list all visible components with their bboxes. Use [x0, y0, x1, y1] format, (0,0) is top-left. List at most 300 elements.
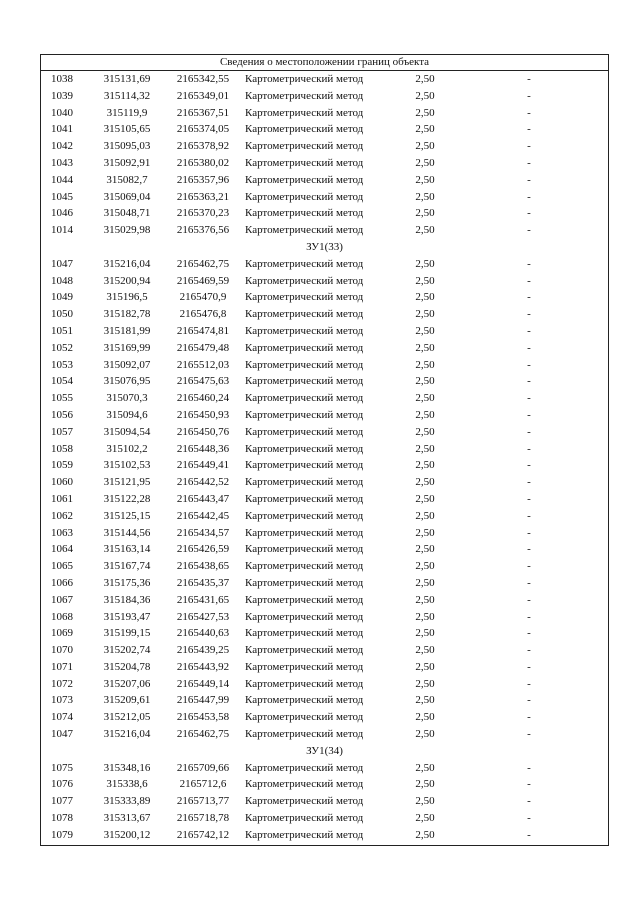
point-number: 1014 — [51, 224, 73, 237]
accuracy: 2,50 — [415, 106, 435, 119]
coord-y: 2165438,65 — [176, 560, 230, 573]
accuracy: 2,50 — [415, 812, 435, 825]
coord-y: 2165380,02 — [176, 156, 230, 169]
coord-y: 2165349,01 — [176, 89, 230, 102]
point-number: 1066 — [51, 576, 73, 589]
coord-x: 315163,14 — [103, 543, 151, 556]
accuracy: 2,50 — [415, 644, 435, 657]
table-row — [41, 121, 608, 138]
method: Картометрический метод — [245, 476, 364, 489]
point-number: 1043 — [51, 156, 73, 169]
table-row — [41, 155, 608, 172]
accuracy: 2,50 — [415, 728, 435, 741]
accuracy: 2,50 — [415, 476, 435, 489]
section-label: ЗУ1(33) — [306, 240, 343, 253]
table-row — [41, 810, 608, 827]
table-row — [41, 508, 608, 525]
point-number: 1063 — [51, 526, 73, 539]
point-number: 1042 — [51, 140, 73, 153]
accuracy: 2,50 — [415, 694, 435, 707]
accuracy: 2,50 — [415, 324, 435, 337]
table-row — [41, 105, 608, 122]
point-number: 1053 — [51, 358, 73, 371]
table-row — [41, 340, 608, 357]
coord-x: 315182,78 — [103, 308, 151, 321]
table-row — [41, 776, 608, 793]
table-row — [41, 760, 608, 777]
point-number: 1048 — [51, 274, 73, 287]
table-row — [41, 222, 608, 239]
description: - — [527, 173, 531, 186]
accuracy: 2,50 — [415, 425, 435, 438]
description: - — [527, 274, 531, 287]
coord-x: 315169,99 — [103, 341, 151, 354]
description: - — [527, 324, 531, 337]
point-number: 1055 — [51, 392, 73, 405]
coord-x: 315212,05 — [103, 711, 151, 724]
coord-y: 2165439,25 — [176, 644, 230, 657]
coord-y: 2165448,36 — [176, 442, 230, 455]
coord-y: 2165718,78 — [176, 812, 230, 825]
method: Картометрический метод — [245, 123, 364, 136]
table-row — [41, 491, 608, 508]
coord-x: 315207,06 — [103, 677, 151, 690]
description: - — [527, 459, 531, 472]
point-number: 1041 — [51, 123, 73, 136]
description: - — [527, 627, 531, 640]
method: Картометрический метод — [245, 492, 364, 505]
coord-y: 2165357,96 — [176, 173, 230, 186]
coord-y: 2165450,93 — [176, 408, 230, 421]
coord-x: 315204,78 — [103, 660, 151, 673]
point-number: 1058 — [51, 442, 73, 455]
method: Картометрический метод — [245, 644, 364, 657]
description: - — [527, 224, 531, 237]
coord-y: 2165460,24 — [176, 392, 230, 405]
method: Картометрический метод — [245, 660, 364, 673]
coord-x: 315216,04 — [103, 728, 151, 741]
accuracy: 2,50 — [415, 828, 435, 841]
coord-x: 315181,99 — [103, 324, 151, 337]
coord-x: 315102,2 — [106, 442, 148, 455]
accuracy: 2,50 — [415, 509, 435, 522]
accuracy: 2,50 — [415, 207, 435, 220]
method: Картометрический метод — [245, 761, 364, 774]
method: Картометрический метод — [245, 257, 364, 270]
coord-y: 2165431,65 — [176, 593, 230, 606]
coord-y: 2165440,63 — [176, 627, 230, 640]
coord-x: 315095,03 — [103, 140, 151, 153]
point-number: 1074 — [51, 711, 73, 724]
accuracy: 2,50 — [415, 408, 435, 421]
description: - — [527, 89, 531, 102]
table-row — [41, 525, 608, 542]
point-number: 1044 — [51, 173, 73, 186]
coord-y: 2165449,14 — [176, 677, 230, 690]
description: - — [527, 660, 531, 673]
point-number: 1059 — [51, 459, 73, 472]
accuracy: 2,50 — [415, 358, 435, 371]
method: Картометрический метод — [245, 560, 364, 573]
coord-x: 315200,12 — [103, 828, 151, 841]
point-number: 1070 — [51, 644, 73, 657]
coord-x: 315144,56 — [103, 526, 151, 539]
method: Картометрический метод — [245, 140, 364, 153]
coord-y: 2165712,6 — [179, 778, 227, 791]
table-row — [41, 289, 608, 306]
point-number: 1068 — [51, 610, 73, 623]
table-row — [41, 726, 608, 743]
coord-y: 2165713,77 — [176, 795, 230, 808]
table-row — [41, 642, 608, 659]
point-number: 1050 — [51, 308, 73, 321]
coord-y: 2165367,51 — [176, 106, 230, 119]
point-number: 1051 — [51, 324, 73, 337]
coord-y: 2165447,99 — [176, 694, 230, 707]
coord-x: 315202,74 — [103, 644, 151, 657]
table-body — [41, 71, 608, 844]
table-row — [41, 592, 608, 609]
description: - — [527, 812, 531, 825]
coord-y: 2165376,56 — [176, 224, 230, 237]
method: Картометрический метод — [245, 308, 364, 321]
description: - — [527, 560, 531, 573]
accuracy: 2,50 — [415, 761, 435, 774]
point-number: 1061 — [51, 492, 73, 505]
point-number: 1057 — [51, 425, 73, 438]
accuracy: 2,50 — [415, 257, 435, 270]
accuracy: 2,50 — [415, 576, 435, 589]
method: Картометрический метод — [245, 795, 364, 808]
description: - — [527, 392, 531, 405]
coord-y: 2165470,9 — [179, 291, 227, 304]
description: - — [527, 123, 531, 136]
accuracy: 2,50 — [415, 291, 435, 304]
method: Картометрический метод — [245, 677, 364, 690]
point-number: 1046 — [51, 207, 73, 220]
coord-x: 315048,71 — [103, 207, 151, 220]
point-number: 1049 — [51, 291, 73, 304]
description: - — [527, 140, 531, 153]
table-row — [41, 256, 608, 273]
method: Картометрический метод — [245, 89, 364, 102]
accuracy: 2,50 — [415, 560, 435, 573]
accuracy: 2,50 — [415, 89, 435, 102]
table-row — [41, 541, 608, 558]
coord-x: 315069,04 — [103, 190, 151, 203]
accuracy: 2,50 — [415, 778, 435, 791]
accuracy: 2,50 — [415, 274, 435, 287]
accuracy: 2,50 — [415, 308, 435, 321]
point-number: 1073 — [51, 694, 73, 707]
table-row — [41, 306, 608, 323]
accuracy: 2,50 — [415, 795, 435, 808]
coord-x: 315094,54 — [103, 425, 151, 438]
method: Картометрический метод — [245, 73, 364, 85]
coord-y: 2165378,92 — [176, 140, 230, 153]
coord-x: 315122,28 — [103, 492, 151, 505]
coord-x: 315348,16 — [103, 761, 151, 774]
description: - — [527, 677, 531, 690]
accuracy: 2,50 — [415, 711, 435, 724]
description: - — [527, 156, 531, 169]
point-number: 1064 — [51, 543, 73, 556]
coord-x: 315029,98 — [103, 224, 151, 237]
description: - — [527, 408, 531, 421]
description: - — [527, 257, 531, 270]
coord-x: 315119,9 — [106, 106, 148, 119]
description: - — [527, 828, 531, 841]
method: Картометрический метод — [245, 526, 364, 539]
description: - — [527, 778, 531, 791]
point-number: 1054 — [51, 375, 73, 388]
table-row — [41, 692, 608, 709]
accuracy: 2,50 — [415, 459, 435, 472]
description: - — [527, 593, 531, 606]
coord-y: 2165475,63 — [176, 375, 230, 388]
point-number: 1077 — [51, 795, 73, 808]
coord-y: 2165435,37 — [176, 576, 230, 589]
table-row — [41, 709, 608, 726]
method: Картометрический метод — [245, 358, 364, 371]
coord-x: 315092,07 — [103, 358, 151, 371]
coord-x: 315092,91 — [103, 156, 151, 169]
coord-x: 315193,47 — [103, 610, 151, 623]
coord-x: 315184,36 — [103, 593, 151, 606]
coord-x: 315094,6 — [106, 408, 148, 421]
coord-y: 2165370,23 — [176, 207, 230, 220]
coord-y: 2165709,66 — [176, 761, 230, 774]
method: Картометрический метод — [245, 375, 364, 388]
description: - — [527, 308, 531, 321]
method: Картометрический метод — [245, 828, 364, 841]
method: Картометрический метод — [245, 509, 364, 522]
table-row — [41, 827, 608, 844]
coord-x: 315196,5 — [106, 291, 148, 304]
accuracy: 2,50 — [415, 392, 435, 405]
description: - — [527, 644, 531, 657]
table-row — [41, 323, 608, 340]
coord-x: 315070,3 — [106, 392, 148, 405]
point-number: 1062 — [51, 509, 73, 522]
table-row — [41, 138, 608, 155]
coord-x: 315175,36 — [103, 576, 151, 589]
accuracy: 2,50 — [415, 173, 435, 186]
accuracy: 2,50 — [415, 593, 435, 606]
table-row — [41, 189, 608, 206]
point-number: 1069 — [51, 627, 73, 640]
table-row — [41, 172, 608, 189]
coord-y: 2165442,52 — [176, 476, 230, 489]
table-row — [41, 474, 608, 491]
coord-y: 2165450,76 — [176, 425, 230, 438]
table-row — [41, 205, 608, 222]
point-number: 1039 — [51, 89, 73, 102]
coord-y: 2165512,03 — [176, 358, 230, 371]
description: - — [527, 694, 531, 707]
section-label: ЗУ1(34) — [306, 744, 343, 757]
coord-y: 2165363,21 — [176, 190, 230, 203]
method: Картометрический метод — [245, 425, 364, 438]
coord-x: 315076,95 — [103, 375, 151, 388]
coord-x: 315167,74 — [103, 560, 151, 573]
coord-y: 2165462,75 — [176, 257, 230, 270]
description: - — [527, 711, 531, 724]
description: - — [527, 73, 531, 85]
accuracy: 2,50 — [415, 224, 435, 237]
table-row — [41, 88, 608, 105]
coord-x: 315200,94 — [103, 274, 151, 287]
point-number: 1047 — [51, 257, 73, 270]
method: Картометрический метод — [245, 610, 364, 623]
method: Картометрический метод — [245, 106, 364, 119]
coord-y: 2165426,59 — [176, 543, 230, 556]
method: Картометрический метод — [245, 576, 364, 589]
description: - — [527, 761, 531, 774]
coord-y: 2165742,12 — [176, 828, 230, 841]
method: Картометрический метод — [245, 408, 364, 421]
method: Картометрический метод — [245, 224, 364, 237]
accuracy: 2,50 — [415, 140, 435, 153]
description: - — [527, 795, 531, 808]
coord-x: 315082,7 — [106, 173, 148, 186]
description: - — [527, 375, 531, 388]
accuracy: 2,50 — [415, 190, 435, 203]
point-number: 1038 — [51, 73, 73, 85]
method: Картометрический метод — [245, 291, 364, 304]
method: Картометрический метод — [245, 593, 364, 606]
coord-x: 315199,15 — [103, 627, 151, 640]
coord-x: 315338,6 — [106, 778, 148, 791]
description: - — [527, 576, 531, 589]
coord-y: 2165462,75 — [176, 728, 230, 741]
coord-x: 315131,69 — [103, 73, 151, 85]
method: Картометрический метод — [245, 694, 364, 707]
table-row — [41, 390, 608, 407]
accuracy: 2,50 — [415, 660, 435, 673]
method: Картометрический метод — [245, 627, 364, 640]
coord-y: 2165479,48 — [176, 341, 230, 354]
coord-y: 2165443,47 — [176, 492, 230, 505]
description: - — [527, 543, 531, 556]
coord-y: 2165427,53 — [176, 610, 230, 623]
table-row — [41, 558, 608, 575]
coord-x: 315121,95 — [103, 476, 151, 489]
accuracy: 2,50 — [415, 156, 435, 169]
boundary-table — [40, 54, 609, 846]
description: - — [527, 341, 531, 354]
description: - — [527, 207, 531, 220]
table-row — [41, 676, 608, 693]
method: Картометрический метод — [245, 778, 364, 791]
point-number: 1047 — [51, 728, 73, 741]
accuracy: 2,50 — [415, 610, 435, 623]
accuracy: 2,50 — [415, 375, 435, 388]
table-title: Сведения о местоположении границ объекта — [41, 55, 608, 71]
description: - — [527, 476, 531, 489]
point-number: 1075 — [51, 761, 73, 774]
point-number: 1071 — [51, 660, 73, 673]
point-number: 1067 — [51, 593, 73, 606]
table-row — [41, 373, 608, 390]
description: - — [527, 190, 531, 203]
coord-x: 315114,32 — [103, 89, 151, 102]
coord-y: 2165374,05 — [176, 123, 230, 136]
method: Картометрический метод — [245, 543, 364, 556]
table-row — [41, 273, 608, 290]
method: Картометрический метод — [245, 711, 364, 724]
table-row — [41, 625, 608, 642]
coord-x: 315313,67 — [103, 812, 151, 825]
coord-y: 2165469,59 — [176, 274, 230, 287]
coord-y: 2165434,57 — [176, 526, 230, 539]
description: - — [527, 526, 531, 539]
method: Картометрический метод — [245, 459, 364, 472]
table-row — [41, 71, 608, 88]
table-row — [41, 357, 608, 374]
point-number: 1056 — [51, 408, 73, 421]
accuracy: 2,50 — [415, 341, 435, 354]
coord-x: 315333,89 — [103, 795, 151, 808]
description: - — [527, 492, 531, 505]
coord-y: 2165442,45 — [176, 509, 230, 522]
coord-y: 2165453,58 — [176, 711, 230, 724]
description: - — [527, 358, 531, 371]
method: Картометрический метод — [245, 324, 364, 337]
description: - — [527, 291, 531, 304]
coord-x: 315209,61 — [103, 694, 151, 707]
coord-x: 315125,15 — [103, 509, 151, 522]
accuracy: 2,50 — [415, 442, 435, 455]
accuracy: 2,50 — [415, 543, 435, 556]
table-row — [41, 424, 608, 441]
method: Картометрический метод — [245, 392, 364, 405]
description: - — [527, 509, 531, 522]
coord-x: 315216,04 — [103, 257, 151, 270]
table-row — [41, 575, 608, 592]
method: Картометрический метод — [245, 207, 364, 220]
description: - — [527, 610, 531, 623]
accuracy: 2,50 — [415, 123, 435, 136]
method: Картометрический метод — [245, 190, 364, 203]
coord-y: 2165443,92 — [176, 660, 230, 673]
table-row — [41, 659, 608, 676]
method: Картометрический метод — [245, 812, 364, 825]
description: - — [527, 425, 531, 438]
point-number: 1078 — [51, 812, 73, 825]
table-row — [41, 793, 608, 810]
point-number: 1065 — [51, 560, 73, 573]
table-row — [41, 441, 608, 458]
point-number: 1072 — [51, 677, 73, 690]
table-row — [41, 407, 608, 424]
point-number: 1079 — [51, 828, 73, 841]
method: Картометрический метод — [245, 442, 364, 455]
point-number: 1076 — [51, 778, 73, 791]
description: - — [527, 106, 531, 119]
coord-x: 315105,65 — [103, 123, 151, 136]
method: Картометрический метод — [245, 341, 364, 354]
method: Картометрический метод — [245, 156, 364, 169]
point-number: 1045 — [51, 190, 73, 203]
accuracy: 2,50 — [415, 677, 435, 690]
point-number: 1052 — [51, 341, 73, 354]
coord-y: 2165449,41 — [176, 459, 230, 472]
accuracy: 2,50 — [415, 526, 435, 539]
description: - — [527, 442, 531, 455]
accuracy: 2,50 — [415, 492, 435, 505]
coord-x: 315102,53 — [103, 459, 151, 472]
